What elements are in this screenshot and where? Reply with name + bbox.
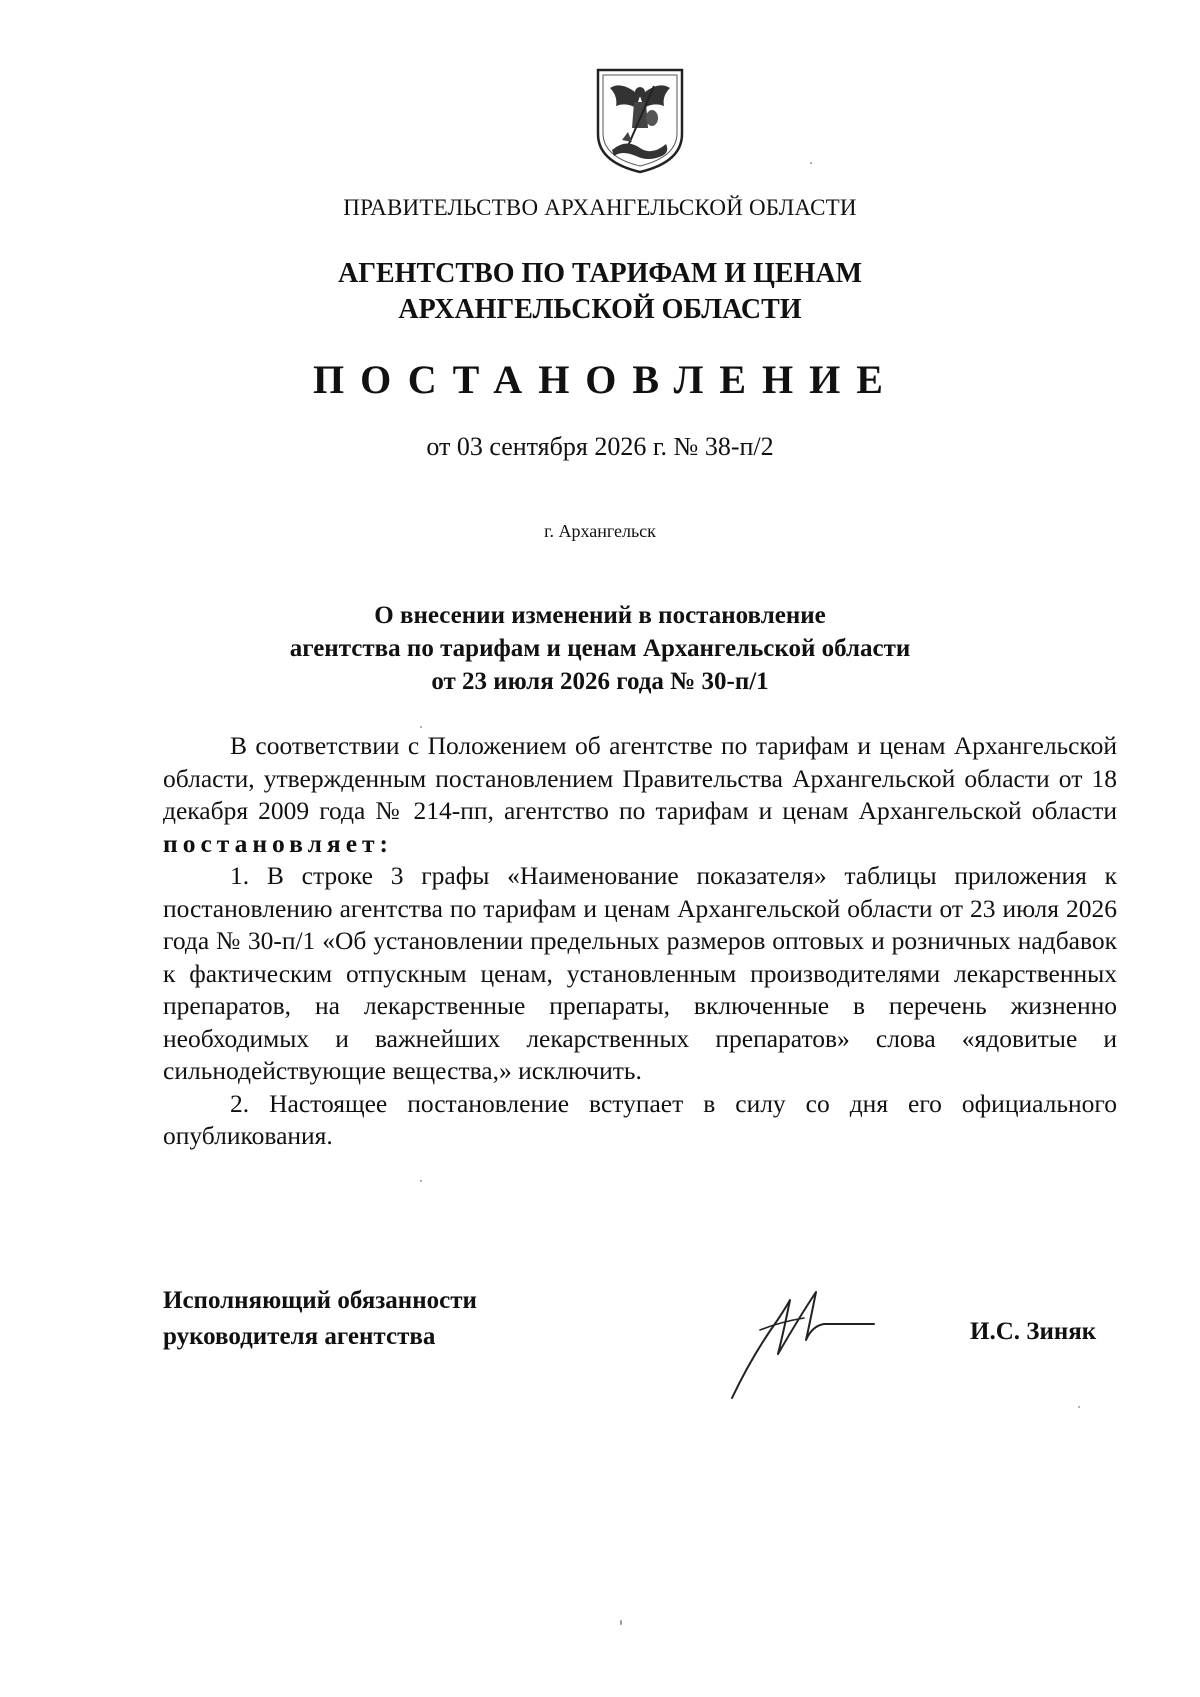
scan-speck bbox=[620, 1620, 622, 1625]
preamble-text: В соответствии с Положением об агентстве по тарифам и ценам Архангельской области, утвержденным постановлением Правительства Архангельской области от 18 декабря 2009 года № 214-пп, агентство по тарифам и ценам Архангельской области bbox=[163, 731, 1117, 825]
handwritten-signature bbox=[720, 1270, 900, 1410]
agency-name-line2: АРХАНГЕЛЬСКОЙ ОБЛАСТИ bbox=[398, 294, 802, 325]
scan-speck bbox=[810, 162, 812, 164]
signatory-position bbox=[163, 1283, 477, 1355]
signatory-position-line2: руководителя агентства bbox=[163, 1323, 436, 1350]
agency-name bbox=[0, 256, 1200, 328]
scan-speck bbox=[420, 726, 422, 728]
document-type: ПОСТАНОВЛЕНИЕ bbox=[313, 357, 899, 402]
document-date-number: от 03 сентября 2026 г. № 38-п/2 bbox=[426, 432, 774, 461]
preamble-paragraph bbox=[163, 730, 1117, 860]
document-city: г. Архангельск bbox=[544, 521, 656, 541]
subject-line3: от 23 июля 2026 года № 30-п/1 bbox=[431, 668, 769, 695]
document-body bbox=[163, 730, 1117, 1153]
signatory-position-line1: Исполняющий обязанности bbox=[163, 1287, 477, 1314]
scan-speck bbox=[420, 1180, 422, 1182]
subject-line1: О внесении изменений в постановление bbox=[374, 602, 826, 629]
coat-of-arms-icon bbox=[592, 66, 688, 176]
agency-name-line1: АГЕНТСТВО ПО ТАРИФАМ И ЦЕНАМ bbox=[337, 258, 863, 289]
clause-2: 2. Настоящее постановление вступает в силу со дня его официального опубликования. bbox=[163, 1088, 1117, 1150]
clause-1: 1. В строке 3 графы «Наименование показателя» таблицы приложения к постановлению агентства по тарифам и ценам Архангельской области от 23 июля 2026 года № 30-п/1 «Об установлении предельных размеров оптовых и розничных надбавок к фактическим отпускным ценам, установленным производителями лекарственных препаратов, на лекарственные препараты, включенные в перечень жизненно необходимых и важнейших лекарственных препаратов» слова «ядовитые и сильнодействующие вещества,» исключить. bbox=[163, 861, 1117, 1085]
government-name: ПРАВИТЕЛЬСТВО АРХАНГЕЛЬСКОЙ ОБЛАСТИ bbox=[343, 195, 857, 220]
subject-line2: агентства по тарифам и ценам Архангельской области bbox=[289, 635, 911, 662]
signatory-name: И.С. Зиняк bbox=[970, 1318, 1097, 1345]
scan-speck bbox=[1078, 1406, 1080, 1408]
resolves-word: постановляет: bbox=[163, 828, 394, 858]
document-subject bbox=[0, 599, 1200, 698]
